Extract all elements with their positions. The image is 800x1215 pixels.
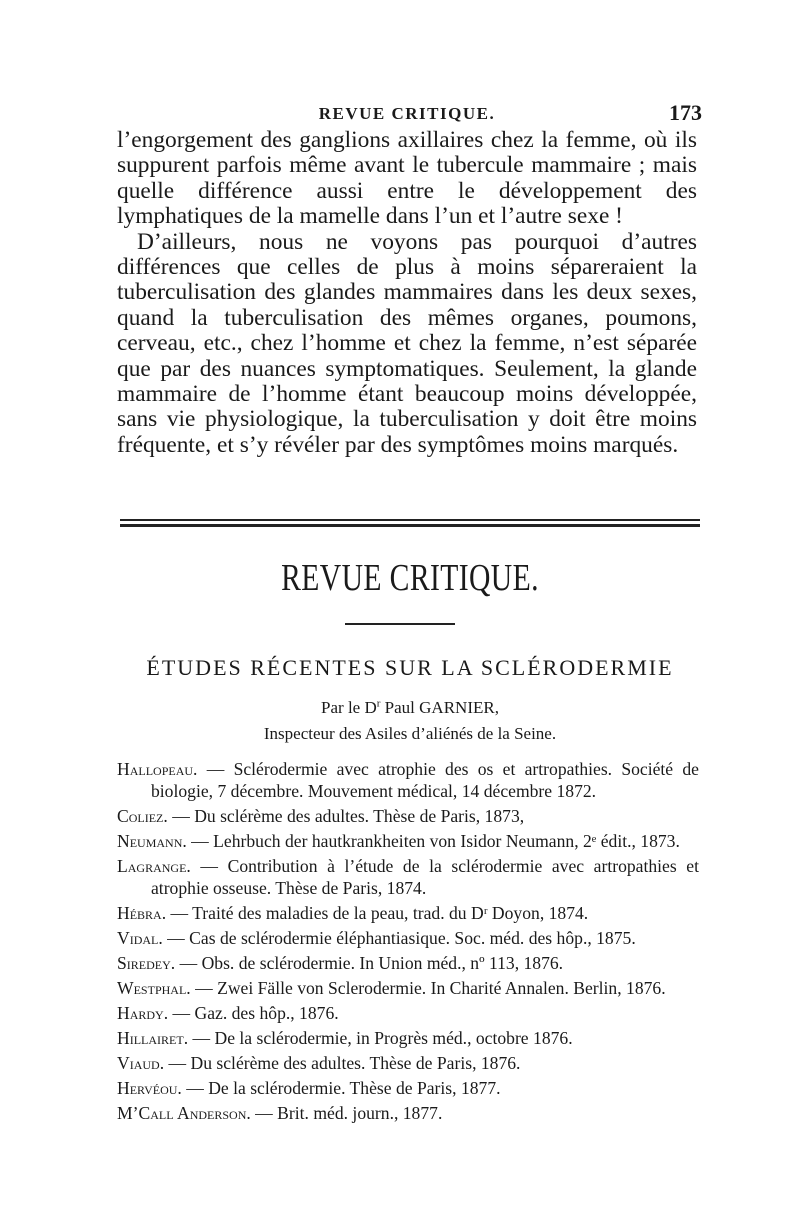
reference-author: Coliez. bbox=[117, 806, 168, 826]
byline-sup: r bbox=[376, 697, 381, 710]
paragraph-2: D’ailleurs, nous ne voyons pas pourquoi d’autres différences que celles de plus à moins sépareraient la tuberculisation des glandes mammaires dans les deux sexes, quand la tuberculisation des mêmes organes, poumons, cerveau, etc., chez l’homme et chez la femme, n’est séparée que par des nuances symptomatiques. Seulement, la glande mammaire de l’homme étant beaucoup moins développée, sans vie physiologique, la tuberculisation y doit être moins fréquente, et s’y révéler par des symptômes moins marqués. bbox=[117, 228, 697, 458]
reference-author: Westphal. bbox=[117, 978, 191, 998]
reference-item bbox=[117, 855, 699, 899]
reference-text: — Contribution à l’étude de la sclérodermie avec artropathies et atrophie osseuse. Thèse de Paris, 1874. bbox=[151, 856, 699, 898]
reference-author: Vidal. bbox=[117, 928, 163, 948]
section-rule-thin bbox=[120, 519, 700, 521]
reference-text: — Brit. méd. journ., 1877. bbox=[250, 1103, 443, 1123]
reference-author: Lagrange. bbox=[117, 856, 191, 876]
reference-author: Hervéou. bbox=[117, 1078, 182, 1098]
reference-author: Hallopeau. bbox=[117, 759, 198, 779]
reference-item bbox=[117, 830, 699, 852]
section-title: REVUE CRITIQUE. bbox=[281, 557, 539, 599]
reference-text: — Du sclérème des adultes. Thèse de Paris, 1873, bbox=[167, 806, 525, 826]
reference-text: — Du sclérème des adultes. Thèse de Paris, 1876. bbox=[164, 1053, 521, 1073]
reference-author: Hillairet. bbox=[117, 1028, 189, 1048]
page-number: 173 bbox=[669, 100, 702, 125]
reference-item bbox=[117, 758, 699, 802]
section-rule-thick bbox=[120, 524, 700, 527]
reference-text: — Traité des maladies de la peau, trad. du Dʳ Doyon, 1874. bbox=[166, 903, 589, 923]
reference-text: — De la sclérodermie, in Progrès méd., octobre 1876. bbox=[188, 1028, 573, 1048]
byline-prefix: Par le D bbox=[321, 698, 377, 717]
reference-item bbox=[117, 1077, 699, 1099]
reference-item bbox=[117, 952, 699, 974]
byline-name: Paul GARNIER, bbox=[380, 698, 499, 717]
reference-item bbox=[117, 1027, 699, 1049]
reference-author: Viaud. bbox=[117, 1053, 165, 1073]
reference-author: M’Call Anderson. bbox=[117, 1103, 251, 1123]
byline bbox=[120, 698, 700, 718]
reference-item bbox=[117, 1002, 699, 1024]
running-head bbox=[112, 100, 702, 130]
reference-author: Hébra. bbox=[117, 903, 167, 923]
article-title: ÉTUDES RÉCENTES SUR LA SCLÉRODERMIE bbox=[146, 655, 674, 680]
reference-text: — Sclérodermie avec atrophie des os et artropathies. Société de biologie, 7 décembre. Mouvement médical, 14 décembre 1872. bbox=[151, 759, 699, 801]
ornament-line bbox=[345, 623, 455, 625]
ornament-divider bbox=[0, 612, 800, 635]
reference-item bbox=[117, 902, 699, 924]
reference-text: — Cas de sclérodermie éléphantiasique. Soc. méd. des hôp., 1875. bbox=[162, 928, 636, 948]
body-text bbox=[117, 128, 697, 458]
reference-item bbox=[117, 805, 699, 827]
reference-text: — Obs. de sclérodermie. In Union méd., nº 113, 1876. bbox=[175, 953, 564, 973]
reference-text: — Gaz. des hôp., 1876. bbox=[168, 1003, 339, 1023]
reference-text: — Zwei Fälle von Sclerodermie. In Charité Annalen. Berlin, 1876. bbox=[190, 978, 666, 998]
reference-author: Hardy. bbox=[117, 1003, 169, 1023]
reference-text: — Lehrbuch der hautkrankheiten von Isidor Neumann, 2ᵉ édit., 1873. bbox=[186, 831, 680, 851]
reference-text: — De la sclérodermie. Thèse de Paris, 1877. bbox=[181, 1078, 501, 1098]
reference-item bbox=[117, 977, 699, 999]
reference-list bbox=[117, 758, 699, 1127]
reference-author: Siredey. bbox=[117, 953, 176, 973]
running-title: REVUE CRITIQUE. bbox=[318, 104, 496, 123]
reference-item bbox=[117, 1052, 699, 1074]
reference-item bbox=[117, 1102, 699, 1124]
reference-item bbox=[117, 927, 699, 949]
paragraph-1: l’engorgement des ganglions axillaires chez la femme, où ils suppurent parfois même avant le tubercule mammaire ; mais quelle différence aussi entre le développement des lymphatiques de la mamelle dans l’un et l’autre sexe ! bbox=[117, 127, 697, 230]
affiliation: Inspecteur des Asiles d’aliénés de la Seine. bbox=[263, 724, 557, 743]
reference-author: Neumann. bbox=[117, 831, 187, 851]
